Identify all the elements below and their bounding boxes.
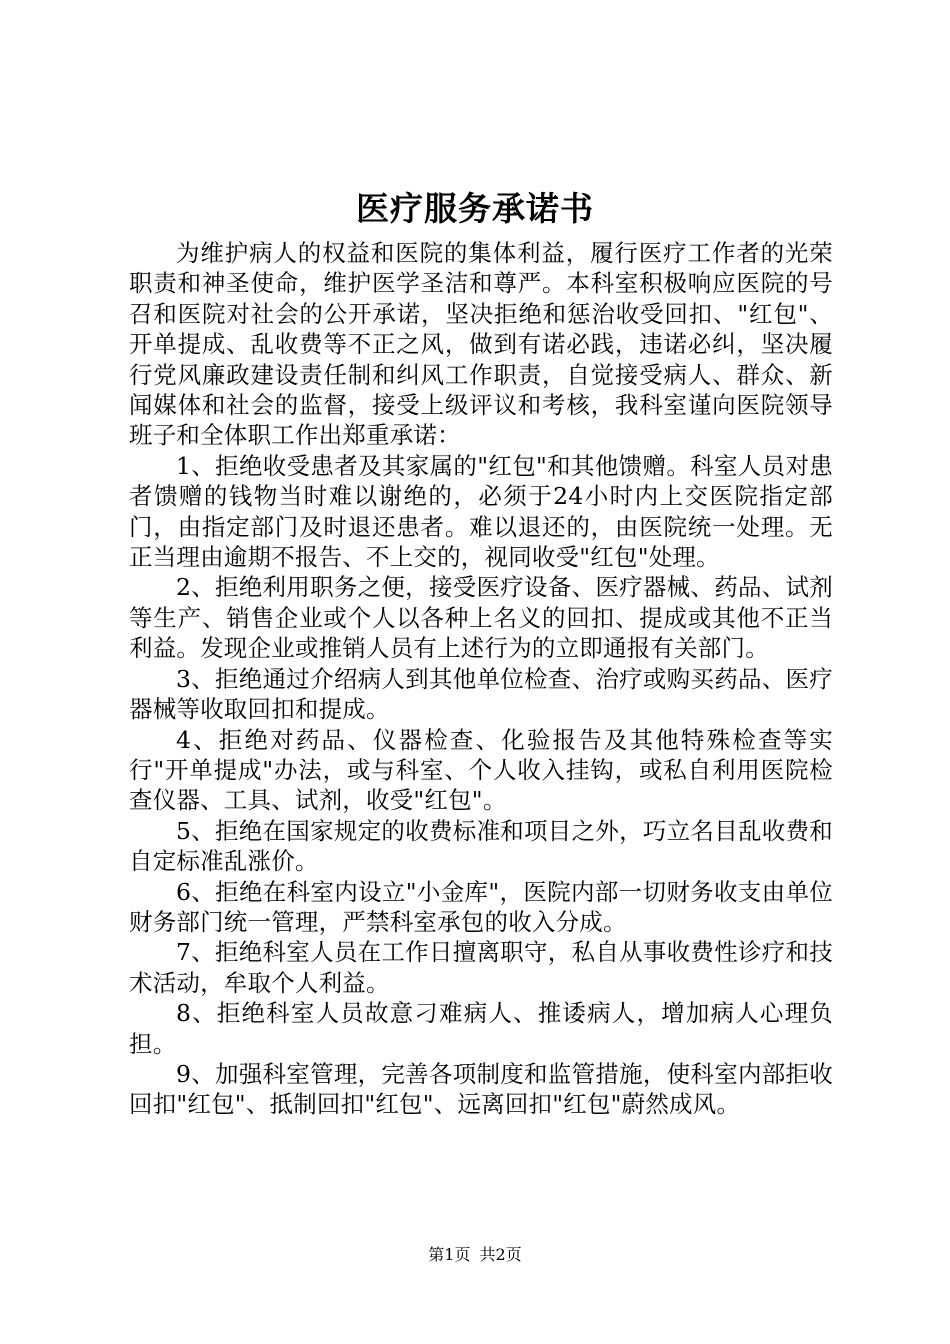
commitment-item-1: 1、拒绝收受患者及其家属的"红包"和其他馈赠。科室人员对患者馈赠的钱物当时难以谢绝的，必须于24小时内上交医院指定部门，由指定部门及时退还患者。难以退还的，由医院统一处理。无正当理由逾期不报告、不上交的，视同收受"红包"处理。 xyxy=(129,451,833,572)
document-title: 医疗服务承诺书 xyxy=(356,189,594,228)
page-number: 第1页 xyxy=(428,1245,471,1264)
document-body xyxy=(129,238,833,1120)
commitment-item-6: 6、拒绝在科室内设立"小金库"，医院内部一切财务收支由单位财务部门统一管理，严禁科室承包的收入分成。 xyxy=(129,877,833,936)
intro-paragraph: 为维护病人的权益和医院的集体利益，履行医疗工作者的光荣职责和神圣使命，维护医学圣洁和尊严。本科室积极响应医院的号召和医院对社会的公开承诺，坚决拒绝和惩治收受回扣、"红包"、开单提成、乱收费等不正之风，做到有诺必践，违诺必纠，坚决履行党风廉政建设责任制和纠风工作职责，自觉接受病人、群众、新闻媒体和社会的监督，接受上级评议和考核，我科室谨向医院领导班子和全体职工作出郑重承诺： xyxy=(129,239,833,450)
commitment-item-8: 8、拒绝科室人员故意刁难病人、推诿病人，增加病人心理负担。 xyxy=(129,999,833,1058)
commitment-item-3: 3、拒绝通过介绍病人到其他单位检查、治疗或购买药品、医疗器械等收取回扣和提成。 xyxy=(129,664,833,724)
page-footer xyxy=(0,1244,950,1266)
commitment-item-7: 7、拒绝科室人员在工作日擅离职守，私自从事收费性诊疗和技术活动，牟取个人利益。 xyxy=(129,938,833,997)
commitment-item-9: 9、加强科室管理，完善各项制度和监管措施，使科室内部拒收回扣"红包"、抵制回扣"红包"、远离回扣"红包"蔚然成风。 xyxy=(129,1059,833,1119)
commitment-item-2: 2、拒绝利用职务之便，接受医疗设备、医疗器械、药品、试剂等生产、销售企业或个人以各种上名义的回扣、提成或其他不正当利益。发现企业或推销人员有上述行为的立即通报有关部门。 xyxy=(129,573,833,663)
commitment-item-4: 4、拒绝对药品、仪器检查、化验报告及其他特殊检查等实行"开单提成"办法，或与科室、个人收入挂钩，或私自利用医院检查仪器、工具、试剂，收受"红包"。 xyxy=(129,725,833,815)
commitment-item-5: 5、拒绝在国家规定的收费标准和项目之外，巧立名目乱收费和自定标准乱涨价。 xyxy=(129,816,833,876)
page-total: 共2页 xyxy=(479,1245,522,1264)
